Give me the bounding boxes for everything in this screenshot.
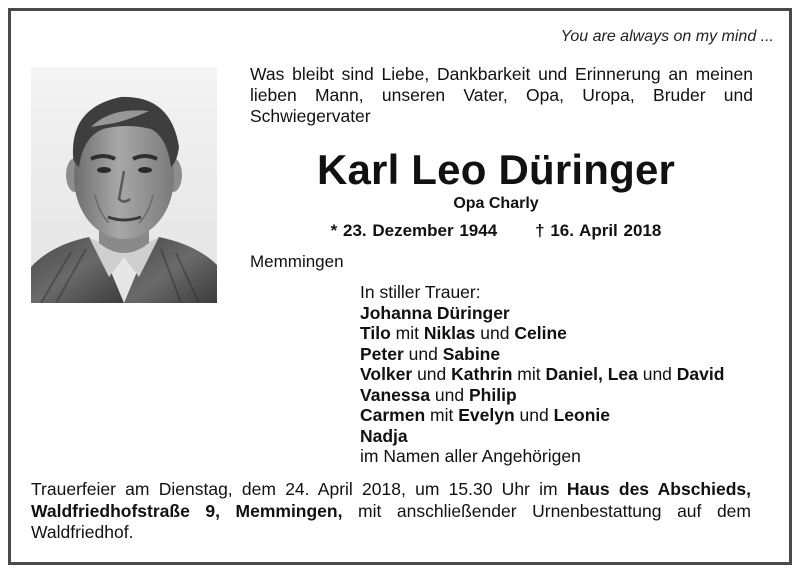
mourner-connector: mit	[512, 364, 546, 384]
birth-date: * 23. Dezember 1944	[330, 221, 498, 240]
mourner-name: Johanna Düringer	[360, 302, 510, 323]
mourner-line	[360, 426, 724, 447]
funeral-details-text: Trauerfeier am Dienstag, dem 24. April 2018, um 15.30 Uhr im	[31, 479, 567, 499]
intro-text: Was bleibt sind Liebe, Dankbarkeit und Erinnerung an meinen lieben Mann, unseren Vater, Opa, Uropa, Bruder und Schwiegervater	[250, 64, 753, 126]
mourner-line	[360, 405, 724, 426]
mourner-name: Celine	[514, 323, 567, 343]
mourners-closing: im Namen aller Angehörigen	[360, 446, 581, 466]
mourner-line	[360, 323, 724, 344]
death-date: † 16. April 2018	[535, 221, 662, 240]
portrait-photo	[31, 67, 217, 303]
mourner-connector: und	[637, 364, 677, 384]
mourner-name: Tilo	[360, 323, 391, 343]
mourner-name: Vanessa	[360, 384, 431, 405]
mourner-name: Evelyn	[458, 405, 515, 425]
mourner-connector: und	[403, 343, 443, 364]
mourner-name: David	[676, 364, 725, 384]
funeral-details	[31, 479, 751, 544]
mourner-name: Sabine	[442, 343, 501, 364]
mourner-connector: und	[514, 405, 554, 425]
mourners-list	[360, 282, 724, 467]
mourner-line	[360, 364, 724, 385]
mourner-name: Nadja	[360, 425, 408, 446]
mourner-connector: mit	[390, 323, 424, 343]
motto: You are always on my mind ...	[560, 28, 774, 45]
mourner-connector: mit	[425, 405, 459, 425]
mourner-name: Leonie	[553, 405, 611, 425]
mourner-name: Peter	[360, 343, 404, 364]
mourner-name: Carmen	[360, 405, 426, 425]
mourner-line	[360, 303, 724, 324]
portrait-icon	[31, 67, 217, 303]
mourner-name: Niklas	[423, 323, 476, 343]
mourner-line	[360, 344, 724, 365]
deceased-nickname: Opa Charly	[453, 195, 539, 212]
mourner-name: Volker	[360, 364, 413, 384]
mourners-heading: In stiller Trauer:	[360, 282, 481, 302]
mourner-lines	[360, 303, 724, 447]
deceased-name: Karl Leo Düringer	[316, 146, 676, 193]
mourner-connector: und	[475, 323, 515, 343]
city: Memmingen	[250, 252, 344, 271]
funeral-details-text-end: mit anschließender Urnenbestattung auf dem Waldfriedhof.	[31, 500, 751, 542]
mourner-line	[360, 385, 724, 406]
mourner-connector: und	[430, 384, 469, 405]
funeral-location: Haus des Abschieds, Waldfriedhofstraße 9, Memmingen,	[31, 479, 751, 521]
mourner-connector: und	[412, 364, 452, 384]
mourner-name: Kathrin	[451, 364, 513, 384]
life-dates	[250, 221, 742, 241]
mourner-name: Daniel, Lea	[545, 364, 638, 384]
mourner-name: Philip	[469, 384, 517, 405]
